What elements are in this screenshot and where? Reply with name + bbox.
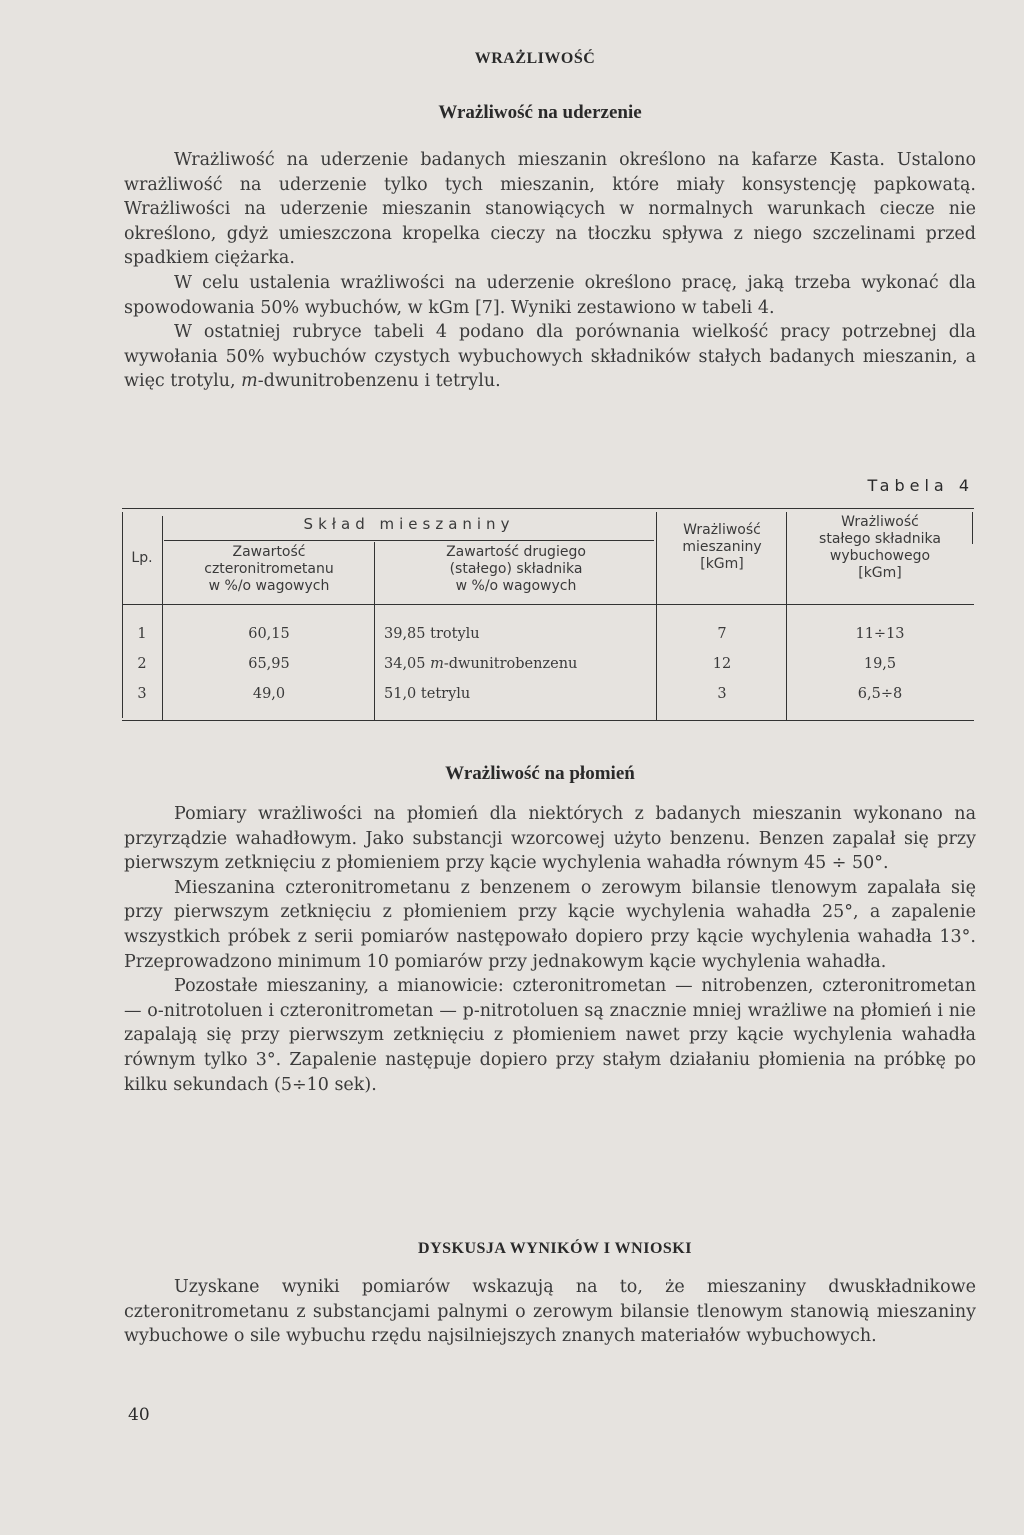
paragraph: Uzyskane wyniki pomiarów wskazują na to, że mieszaniny dwuskładnikowe czteronitrometanu z substancjami palnymi o zerowym bilansie tlenowym stanowią mieszaniny wybuchowe o sile wybuchu rzędu najsilniejszych znanych materiałów wybuchowych. <box>124 1277 976 1347</box>
cell-value: 39,85 <box>384 626 426 642</box>
cell-wm: 7 <box>717 626 727 642</box>
table-rule <box>374 542 375 720</box>
cell-lp: 2 <box>137 656 147 672</box>
section-heading-flame: Wrażliwość na płomień <box>445 763 635 784</box>
paragraph: W celu ustalenia wrażliwości na uderzenie określono pracę, jaką trzeba wykonać dla spowodowania 50% wybuchów, w kGm [7]. Wyniki zestawiono w tabeli 4. <box>124 272 976 318</box>
cell-value: 34,05 <box>384 656 426 672</box>
header-wrazliwosc-skladnika <box>788 514 972 582</box>
cell-lp: 3 <box>137 686 147 702</box>
header-line: czteronitrometanu <box>204 561 334 577</box>
cell-ws: 11÷13 <box>855 626 905 642</box>
table-rule <box>162 516 163 720</box>
cell-drugi <box>384 656 654 673</box>
cell-wm: 12 <box>712 656 732 672</box>
section-heading-impact: Wrażliwość na uderzenie <box>438 102 642 123</box>
paragraph-text: W ostatniej rubryce tabeli 4 podano dla porównania wielkość pracy potrzebnej dla wywołania 50% wybuchów czystych wybuchowych składników stałych badanych mieszanin, a więc trotylu, <box>124 322 976 392</box>
italic-prefix: m <box>241 371 258 392</box>
header-line: mieszaniny <box>682 539 762 555</box>
section-flame-body <box>124 802 976 1097</box>
cell-value: 51,0 <box>384 686 417 702</box>
header-line: Zawartość <box>232 544 306 560</box>
cell-czn: 65,95 <box>248 656 290 672</box>
table-rule <box>786 512 787 720</box>
page-number: 40 <box>128 1405 150 1425</box>
table-rule <box>972 512 973 544</box>
cell-drugi <box>384 686 654 703</box>
cell-ws: 19,5 <box>863 656 897 672</box>
paragraph: Mieszanina czteronitrometanu z benzenem o zerowym bilansie tlenowym zapalała się przy pierwszym zetknięciu z płomieniem przy kącie wychylenia wahadła 25°, a zapalenie wszystkich próbek z serii pomiarów następowało dopiero przy kącie wychylenia wahadła 13°. Przeprowadzono minimum 10 pomiarów przy jednakowym kącie wychylenia wahadła. <box>124 877 976 972</box>
header-line: Wrażliwość <box>683 522 761 538</box>
paragraph: Wrażliwość na uderzenie badanych mieszanin określono na kafarze Kasta. Ustalono wrażliwość na uderzenie tylko tych mieszanin, które miały konsystencję papkowatą. Wrażliwości na uderzenie mieszanin stanowiących w normalnych warunkach ciecze nie określono, gdyż umieszczona kropelka cieczy na tłoczku spływa z niego szczelinami przed spadkiem ciężarka. <box>124 150 976 269</box>
paragraph: Pozostałe mieszaniny, a mianowicie: czteronitrometan — nitrobenzen, czteronitrometan — o-nitrotoluen i czteronitrometan — p-nitrotoluen są znacznie mniej wrażliwe na płomień i nie zapalają się przy pierwszym zetknięciu z płomieniem nawet przy kącie wychylenia wahadła równym tylko 3°. Zapalenie następuje dopiero przy stałym działaniu płomienia na próbkę po kilku sekundach (5÷10 sek). <box>124 976 976 1095</box>
header-line: (stałego) składnika <box>449 561 583 577</box>
cell-drugi <box>384 626 654 643</box>
table-rule <box>122 604 974 605</box>
header-lp: Lp. <box>131 550 153 566</box>
section-impact-body <box>124 148 976 394</box>
table-label: Tabela 4 <box>867 476 974 495</box>
cell-substance: trotylu <box>430 626 480 642</box>
header-line: [kGm] <box>700 556 744 572</box>
paragraph: Pomiary wrażliwości na płomień dla niektórych z badanych mieszanin wykonano na przyrządzie wahadłowym. Jako substancji wzorcowej użyto benzenu. Benzen zapalał się przy pierwszym zetknięciu z płomieniem przy kącie wychylenia wahadła równym 45 ÷ 50°. <box>124 804 976 874</box>
table-4 <box>122 508 974 730</box>
header-line: Zawartość drugiego <box>446 544 586 560</box>
header-sklad: Skład mieszaniny <box>303 515 515 533</box>
header-line: w %/o wagowych <box>455 578 577 594</box>
paragraph <box>124 320 976 394</box>
header-wrazliwosc-mieszaniny <box>658 522 786 573</box>
cell-czn: 49,0 <box>252 686 286 702</box>
header-line: [kGm] <box>858 565 902 581</box>
header-czn <box>164 544 374 595</box>
cell-substance: -dwunitrobenzenu <box>443 656 578 672</box>
cell-substance: tetrylu <box>420 686 471 702</box>
cell-italic: m <box>430 656 444 672</box>
section-discussion-body <box>124 1275 976 1349</box>
section-heading-discussion: DYSKUSJA WYNIKÓW I WNIOSKI <box>418 1240 692 1257</box>
table-rule <box>122 508 974 509</box>
cell-wm: 3 <box>717 686 727 702</box>
header-line: stałego składnika <box>819 531 941 547</box>
table-rule <box>164 540 654 541</box>
header-line: w %/o wagowych <box>208 578 330 594</box>
header-drugi <box>376 544 656 595</box>
table-rule <box>656 512 657 720</box>
paragraph-text: -dwunitrobenzenu i tetrylu. <box>257 371 501 392</box>
table-rule <box>122 720 974 721</box>
cell-lp: 1 <box>137 626 147 642</box>
cell-czn: 60,15 <box>248 626 290 642</box>
header-line: Wrażliwość <box>841 514 919 530</box>
cell-ws: 6,5÷8 <box>857 686 903 702</box>
header-line: wybuchowego <box>829 548 931 564</box>
running-head: WRAŻLIWOŚĆ <box>474 50 596 67</box>
